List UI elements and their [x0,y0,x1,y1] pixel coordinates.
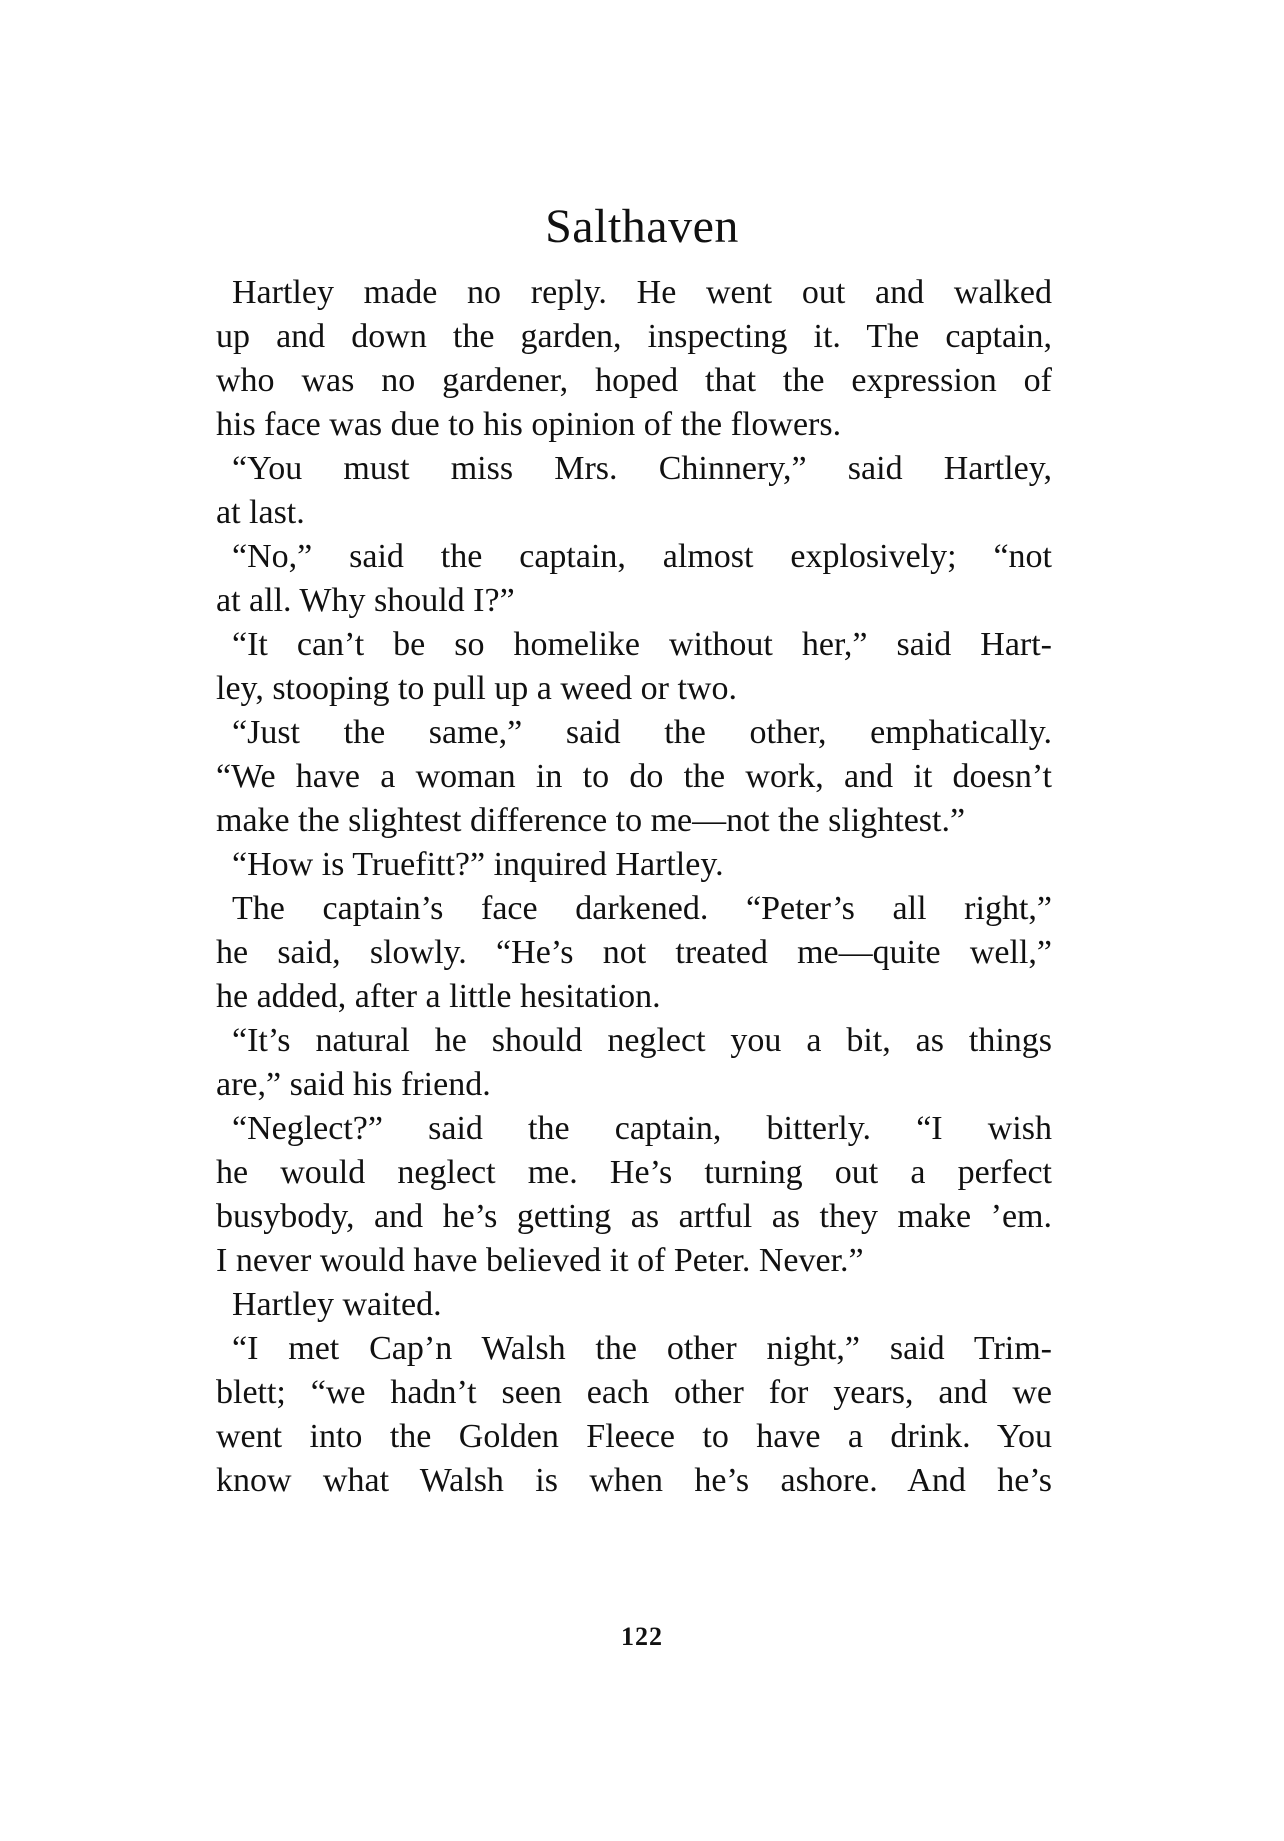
text-line: “Neglect?” said the captain, bitterly. “I wish [232,1110,1052,1147]
text-line: his face was due to his opinion of the flowers. [216,406,842,443]
text-line: Hartley waited. [232,1286,442,1323]
text-line: he added, after a little hesitation. [216,978,661,1015]
text-line: “You must miss Mrs. Chinnery,” said Hartley, [232,450,1052,487]
text-line: “It can’t be so homelike without her,” said Hart- [232,626,1052,663]
text-line: are,” said his friend. [216,1066,491,1103]
text-line: went into the Golden Fleece to have a drink. You [216,1418,1052,1455]
text-line: busybody, and he’s getting as artful as they make ’em. [216,1198,1052,1235]
text-line: up and down the garden, inspecting it. The captain, [216,318,1052,355]
text-line: he would neglect me. He’s turning out a perfect [216,1154,1052,1191]
text-line: ley, stooping to pull up a weed or two. [216,670,737,707]
text-line: know what Walsh is when he’s ashore. And he’s [216,1462,1052,1499]
running-head: Salthaven [545,200,739,253]
text-line: “We have a woman in to do the work, and it doesn’t [216,758,1052,795]
text-line: “It’s natural he should neglect you a bit, as things [232,1022,1052,1059]
text-line: make the slightest difference to me—not the slightest.” [216,802,966,839]
text-line: at all. Why should I?” [216,582,515,619]
page-number: 122 [621,1622,663,1651]
text-line: “Just the same,” said the other, emphatically. [232,714,1052,751]
text-line: “I met Cap’n Walsh the other night,” said Trim- [232,1330,1052,1367]
text-line: The captain’s face darkened. “Peter’s all right,” [232,890,1052,927]
body-text [216,271,1052,1503]
text-line: “How is Truefitt?” inquired Hartley. [232,846,724,883]
text-line: I never would have believed it of Peter. Never.” [216,1242,864,1279]
text-line: he said, slowly. “He’s not treated me—quite well,” [216,934,1052,971]
text-line: Hartley made no reply. He went out and walked [232,274,1052,311]
text-line: blett; “we hadn’t seen each other for years, and we [216,1374,1052,1411]
text-line: “No,” said the captain, almost explosively; “not [232,538,1052,575]
text-line: at last. [216,494,305,531]
text-line: who was no gardener, hoped that the expression of [216,362,1052,399]
